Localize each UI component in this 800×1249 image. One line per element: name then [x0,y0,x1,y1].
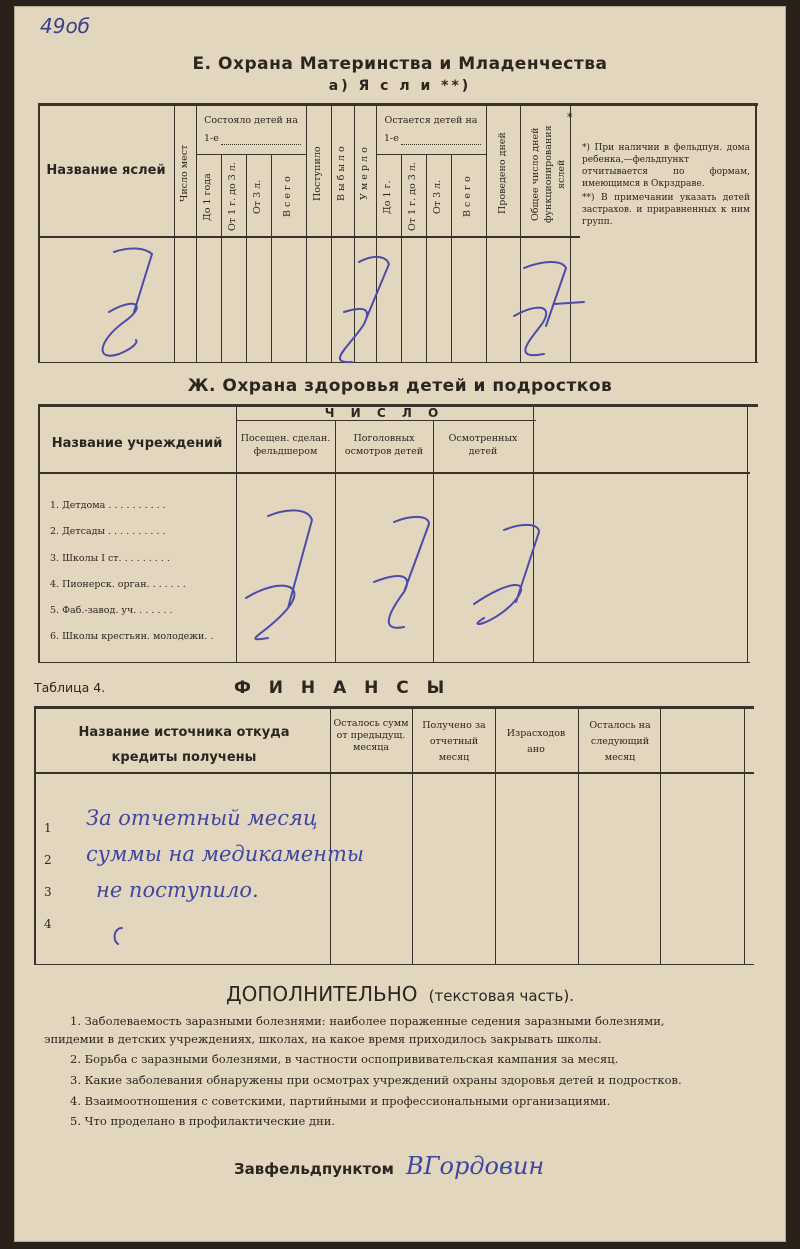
col-admitted: Поступило [312,146,323,201]
finance-title: Ф И Н А Н С Ы [234,678,451,698]
signature-label: Завфельдпунктом [234,1160,394,1178]
row-schools-1: 3. Школы I ст. . . . . . . . . [50,553,170,564]
col-1-to-3-b: От 1 г. до 3 л. [407,162,418,232]
table-e-col-line [196,103,197,362]
table-e-group-rule [196,154,306,155]
document-page [14,6,786,1242]
table-fin-name-header: Название источника откуда кредиты получены [78,725,290,765]
col-spent: Израсходовано [506,728,566,755]
fin-row-1: 1 [44,821,52,835]
note-2: **) В примечании указать детей застрахов. и приравненных к ним групп. [582,193,750,227]
col-total-days: Общее число дней функционирования яслей [530,125,567,223]
additional-item-1-cont: эпидемии в детских учреждениях, школах, на какое время приходилось закрывать школы. [44,1032,602,1046]
additional-item-2: 2. Борьба с заразными болезнями, в частности оспопрививательская кампания за месяц. [70,1052,619,1066]
table-e-col-line [174,103,175,362]
table-fin-col-line [412,706,413,964]
number-header: Ч И С Л О [324,406,445,420]
table-fin-header-rule [34,772,754,774]
additional-title: ДОПОЛНИТЕЛЬНО [225,982,418,1006]
table-zh-border-right [747,404,748,662]
table-fin-col-line [578,706,579,964]
col-total: В с е г о [282,176,293,218]
col-3-years: От 3 л. [252,179,263,215]
col-mass-exams: Поголовных осмотров детей [344,433,424,457]
col-days: Проведено дней [497,132,508,215]
handwritten-line-3: не поступило. [96,878,259,902]
table-fin-col-line [660,706,661,964]
additional-heading [14,982,786,1006]
col-under-1-b: До 1 г. [382,180,393,214]
col-examined: Осмотренных детей [448,433,518,457]
table-e-top-rule [38,103,758,106]
col-under-1: До 1 года [202,173,213,221]
additional-item-1: 1. Заболеваемость заразными болезнями: наиболее пораженные седения заразными болезнями, [70,1014,665,1028]
signature: ВГордовин [406,1152,545,1180]
table-e-header-rule [38,236,580,238]
handwritten-line-2: суммы на медикаменты [86,842,364,866]
col-3-years-b: От 3 л. [432,179,443,215]
fin-row-2: 2 [44,853,52,867]
handwritten-dash-mark [304,246,404,376]
table-zh-bottom-rule [38,662,750,663]
table-fin-top-rule [34,706,754,709]
handwritten-line-1: За отчетный месяц [86,806,318,830]
section-e-subtitle: а) Я с л и **) [328,78,472,94]
additional-item-5: 5. Что проделано в профилактические дни. [70,1114,336,1128]
col-remaining-prev: Осталось сумм от предыдущ. месяца [333,718,409,753]
table-fin-border-left [34,706,36,964]
table-e-name-header: Название яслей [46,163,166,178]
col-died: У м е р л о [359,147,370,200]
handwritten-dash-mark [454,508,564,648]
note-1: *) При наличии в фельдпун. дома ребенка,—фельдпункт отчитывается по формам, имеющимся в Окрздраве. [582,143,750,189]
date-fill-line [401,144,481,145]
date-fill-line [221,144,301,145]
additional-title-suffix: (текстовая часть). [428,987,575,1005]
handwritten-dash-mark [74,242,174,372]
col-days-mark: * [567,111,573,124]
row-factory-schools: 5. Фаб.-завод. уч. . . . . . . [50,605,173,616]
handwritten-dash-mark [344,502,454,642]
table-fin-border-right [744,706,745,964]
handwritten-dash-mark [484,246,594,376]
col-total-b: В с е г о [462,176,473,218]
group-present-date: 1-е [204,133,219,144]
table-e-col-line [271,154,272,362]
table-e-col-line [246,154,247,362]
row-pioneers: 4. Пионерск. орган. . . . . . . [50,579,186,590]
table-fin-col-line [495,706,496,964]
table-e-border-right [755,103,757,362]
additional-item-4: 4. Взаимоотношения с советскими, партийными и профессиональными организациями. [70,1094,611,1108]
fin-row-4: 4 [44,917,52,931]
archive-page-number: 49об [40,14,91,38]
table-zh-group-rule [236,420,536,421]
fin-row-3: 3 [44,885,52,899]
section-e-title: Е. Охрана Материнства и Младенчества [192,54,608,74]
group-present-header: Состояло детей на [204,115,298,126]
handwritten-mark [108,924,128,948]
section-zh-title: Ж. Охрана здоровья детей и подростков [187,376,613,396]
table-4-label: Таблица 4. [34,680,106,695]
col-1-to-3: От 1 г. до 3 л. [227,162,238,232]
row-kindergartens: 2. Детсады . . . . . . . . . . [50,526,166,537]
additional-item-3: 3. Какие заболевания обнаружены при осмотрах учреждений охраны здоровья детей и подростков. [70,1073,682,1087]
row-peasant-schools: 6. Школы крестьян. молодежи. . [50,631,214,642]
group-remain-header: Остается детей на [384,115,478,126]
col-left: В ы б ы л о [336,146,347,201]
handwritten-dash-mark [228,498,338,658]
table-e-col-line [221,154,222,362]
table-fin-col-line [330,706,331,964]
col-received: Получено за отчетный месяц [422,720,486,763]
table-e-col-line [451,154,452,362]
table-e-group-rule-2 [376,154,486,155]
col-places: Число мест [179,144,190,203]
group-remain-date: 1-е [384,133,399,144]
row-orphanages: 1. Детдома . . . . . . . . . . [50,500,166,511]
col-remaining-next: Осталось на следующий месяц [589,720,651,763]
table-zh-header-rule [38,472,750,474]
table-fin-bottom-rule [34,964,754,965]
col-visits: Посещен. сделан. фельдшером [240,433,331,457]
table-zh-name-header: Название учреждений [51,436,223,451]
table-e-border-left [38,103,40,362]
table-e-col-line [426,154,427,362]
